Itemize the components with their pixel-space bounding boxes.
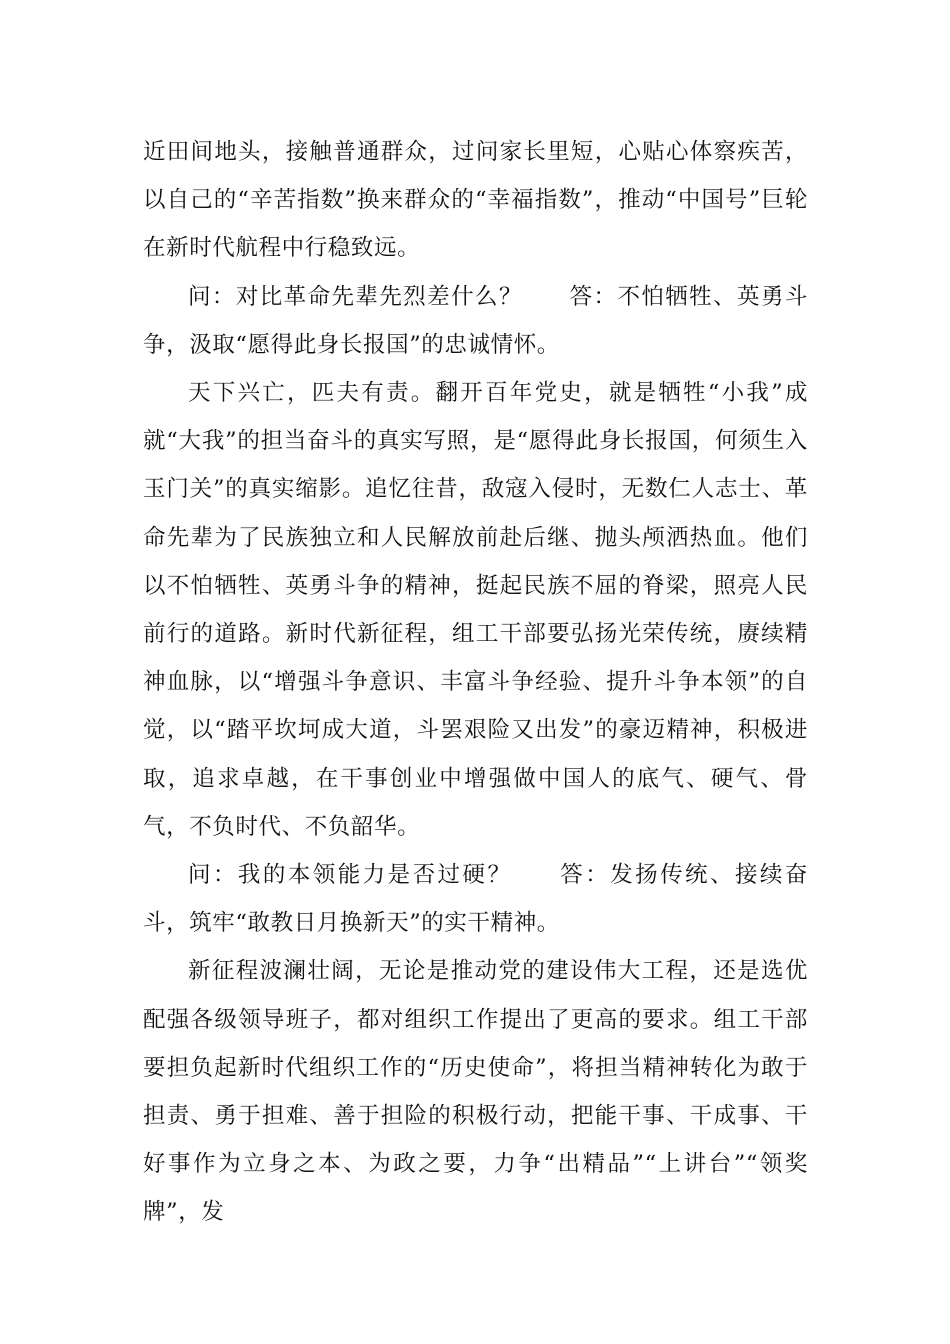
document-body bbox=[143, 128, 808, 1237]
question-2: 问：我的本领能力是否过硬？ bbox=[188, 862, 513, 889]
paragraph-continuation: 近田间地头，接触普通群众，过问家长里短，心贴心体察疾苦，以自己的“辛苦指数”换来群众的“幸福指数”，推动“中国号”巨轮在新时代航程中行稳致远。 bbox=[143, 139, 808, 262]
answer-2: 答：发扬传统、接续奋斗，筑牢“敢教日月换新天”的实干精神。 bbox=[143, 862, 808, 937]
paragraph-body-2: 新征程波澜壮阔，无论是推动党的建设伟大工程，还是选优配强各级领导班子，都对组织工作提出了更高的要求。组工干部要担负起新时代组织工作的“历史使命”，将担当精神转化为敢于担责、勇于担难、善于担险的积极行动，把能干事、干成事、干好事作为立身之本、为政之要，力争“出精品”“上讲台”“领奖牌”，发 bbox=[143, 958, 808, 1226]
question-1: 问：对比革命先辈先烈差什么？ bbox=[188, 283, 523, 310]
qa-paragraph-2 bbox=[143, 851, 808, 947]
answer-1: 答：不怕牺牲、英勇斗争，汲取“愿得此身长报国”的忠诚情怀。 bbox=[143, 283, 808, 358]
paragraph-body-1: 天下兴亡，匹夫有责。翻开百年党史，就是牺牲“小我”成就“大我”的担当奋斗的真实写照，是“愿得此身长报国，何须生入玉门关”的真实缩影。追忆往昔，敌寇入侵时，无数仁人志士、革命先辈为了民族独立和人民解放前赴后继、抛头颅洒热血。他们以不怕牺牲、英勇斗争的精神，挺起民族不屈的脊梁，照亮人民前行的道路。新时代新征程，组工干部要弘扬光荣传统，赓续精神血脉，以“增强斗争意识、丰富斗争经验、提升斗争本领”的自觉，以“踏平坎坷成大道，斗罢艰险又出发”的豪迈精神，积极进取，追求卓越，在干事创业中增强做中国人的底气、硬气、骨气，不负时代、不负韶华。 bbox=[143, 380, 808, 840]
qa-paragraph-1 bbox=[143, 273, 808, 369]
